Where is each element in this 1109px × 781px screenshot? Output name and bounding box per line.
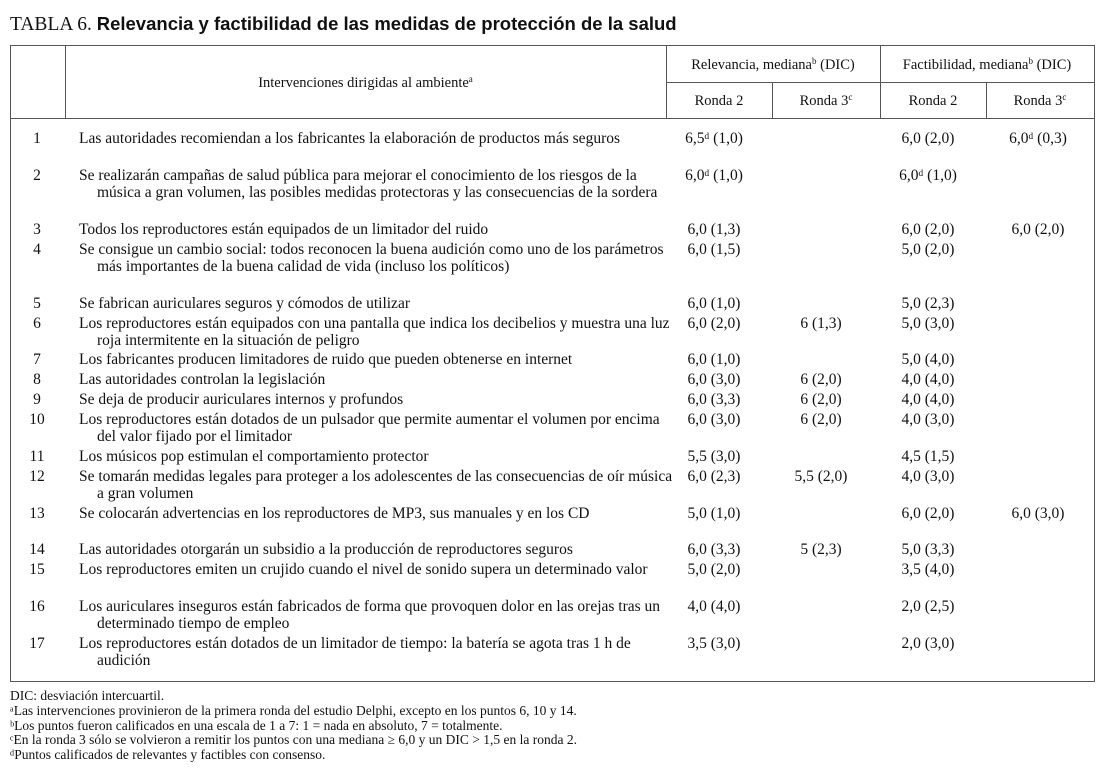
row-number: 10 xyxy=(29,411,45,428)
relevance-round3-value: 6 (2,0) xyxy=(800,411,842,428)
table-caption: Relevancia y factibilidad de las medidas de protección de la salud xyxy=(96,13,677,34)
relevance-round2-value: 6,0 (1,3) xyxy=(687,221,741,238)
relevance-round2-value: 6,0 (3,0) xyxy=(687,371,741,388)
feasibility-round2-value: 5,0 (2,3) xyxy=(901,295,955,312)
feasibility-round2-value: 6,0 (2,0) xyxy=(901,505,955,522)
feasibility-round2-value: 4,0 (4,0) xyxy=(901,371,955,388)
row-number: 4 xyxy=(33,241,41,258)
footnote: ᵇLos puntos fueron calificados en una escala de 1 a 7: 1 = nada en absoluto, 7 = totalmente. xyxy=(10,717,503,733)
row-number: 2 xyxy=(33,167,41,184)
relevance-round2-value: 6,0 (2,0) xyxy=(687,315,741,332)
row-intervention: Todos los reproductores están equipados de un limitador del ruido xyxy=(79,221,489,238)
row-intervention: Las autoridades otorgarán un subsidio a la producción de reproductores seguros xyxy=(79,541,573,558)
row-intervention: Se tomarán medidas legales para proteger a los adolescentes de las consecuencias de oír música a gran volumen xyxy=(79,468,673,502)
row-number: 15 xyxy=(29,561,45,578)
feasibility-round2-value: 2,0 (2,5) xyxy=(901,598,955,615)
row-number: 5 xyxy=(33,295,41,312)
relevance-round3-value: 6 (1,3) xyxy=(800,315,842,332)
row-number: 7 xyxy=(33,351,41,368)
feasibility-round2-value: 4,0 (3,0) xyxy=(901,468,955,485)
header-rule xyxy=(11,118,1094,119)
relevance-round2-value: 6,0 (1,0) xyxy=(687,295,741,312)
row-number: 16 xyxy=(29,598,45,615)
row-number: 1 xyxy=(33,130,41,147)
relevance-round3-value: 6 (2,0) xyxy=(800,371,842,388)
feasibility-round2-value: 5,0 (4,0) xyxy=(901,351,955,368)
row-number: 12 xyxy=(29,468,45,485)
feasibility-round2-value: 4,0 (4,0) xyxy=(901,391,955,408)
row-intervention: Las autoridades recomiendan a los fabricantes la elaboración de productos más seguros xyxy=(79,130,621,147)
row-number: 9 xyxy=(33,391,41,408)
feasibility-round2-value: 4,0 (3,0) xyxy=(901,411,955,428)
feasibility-round2-value: 3,5 (4,0) xyxy=(901,561,955,578)
footnote: ᵈPuntos calificados de relevantes y factibles con consenso. xyxy=(10,747,326,763)
feasibility-round2-value: 2,0 (3,0) xyxy=(901,635,955,652)
relevance-round2-value: 6,0 (2,3) xyxy=(687,468,741,485)
row-intervention: Se fabrican auriculares seguros y cómodos de utilizar xyxy=(79,295,410,312)
row-intervention: Las autoridades controlan la legislación xyxy=(79,371,326,388)
row-number: 13 xyxy=(29,505,45,522)
relevance-round2-value: 5,0 (2,0) xyxy=(687,561,741,578)
table-footnotes xyxy=(10,689,577,763)
row-intervention: Los auriculares inseguros están fabricados de forma que provoquen dolor en las orejas tras un determinado tiempo de empleo xyxy=(79,598,661,632)
row-number: 14 xyxy=(29,541,45,558)
header-relevance-round2: Ronda 2 xyxy=(694,93,744,109)
grid-line xyxy=(666,82,1095,83)
row-number: 8 xyxy=(33,371,41,388)
table-label: TABLA 6. xyxy=(10,14,92,35)
footnote: ᶜEn la ronda 3 sólo se volvieron a remitir los puntos con una mediana ≥ 6,0 y un DIC > 1,5 en la ronda 2. xyxy=(10,732,577,748)
row-intervention: Los reproductores están equipados con una pantalla que indica los decibelios y muestra una luz roja intermitente en la situación de peligro xyxy=(79,315,670,349)
feasibility-round3-value: 6,0 (2,0) xyxy=(1011,221,1065,238)
relevance-round2-value: 3,5 (3,0) xyxy=(687,635,741,652)
header-feasibility-round2: Ronda 2 xyxy=(908,93,958,109)
relevance-round2-value: 6,0 (1,0) xyxy=(687,351,741,368)
header-relevance-round3: Ronda 3$^c$ xyxy=(799,92,853,109)
footnote: ᵃLas intervenciones provinieron de la primera ronda del estudio Delphi, excepto en los puntos 6, 10 y 14. xyxy=(10,702,577,718)
relevance-round2-value: 6,0 (3,3) xyxy=(687,541,741,558)
header-interventions: Intervenciones dirigidas al ambiente$^a$ xyxy=(258,74,473,91)
row-intervention: Los reproductores están dotados de un limitador de tiempo: la batería se agota tras 1 h de audición xyxy=(79,635,631,669)
header-relevance: Relevancia, mediana$^b$ (DIC) xyxy=(691,56,855,73)
feasibility-round2-value: 6,0 (2,0) xyxy=(901,130,955,147)
feasibility-round3-value: 6,0 (3,0) xyxy=(1011,505,1065,522)
feasibility-round2-value: 5,0 (3,0) xyxy=(901,315,955,332)
relevance-round2-value: 4,0 (4,0) xyxy=(687,598,741,615)
row-intervention: Los reproductores emiten un crujido cuando el nivel de sonido supera un determinado valor xyxy=(79,561,648,578)
table-title xyxy=(10,12,677,37)
row-intervention: Se deja de producir auriculares internos y profundos xyxy=(79,391,404,408)
relevance-round3-value: 6 (2,0) xyxy=(800,391,842,408)
relevance-round3-value: 5,5 (2,0) xyxy=(794,468,848,485)
relevance-round3-value: 5 (2,3) xyxy=(800,541,842,558)
relevance-round2-value: 5,0 (1,0) xyxy=(687,505,741,522)
header-feasibility-round3: Ronda 3$^c$ xyxy=(1013,92,1067,109)
row-intervention: Se realizarán campañas de salud pública para mejorar el conocimiento de los riesgos de la música a gran volumen, las posibles medidas protectoras y las consecuencias de la sordera xyxy=(79,167,658,201)
header-feasibility: Factibilidad, mediana$^b$ (DIC) xyxy=(902,56,1072,73)
row-number: 17 xyxy=(29,635,45,652)
relevance-round2-value: 6,0 (1,5) xyxy=(687,241,741,258)
relevance-round2-value: 6,5ᵈ (1,0) xyxy=(685,130,743,147)
relevance-round2-value: 6,0 (3,3) xyxy=(687,391,741,408)
row-number: 11 xyxy=(29,448,45,465)
row-intervention: Se colocarán advertencias en los reproductores de MP3, sus manuales y en los CD xyxy=(79,505,590,522)
row-intervention: Se consigue un cambio social: todos reconocen la buena audición como uno de los parámetros más importantes de la buena calidad de vida (incluso los políticos) xyxy=(79,241,664,275)
feasibility-round2-value: 6,0 (2,0) xyxy=(901,221,955,238)
row-intervention: Los fabricantes producen limitadores de ruido que pueden obtenerse en internet xyxy=(79,351,573,368)
feasibility-round2-value: 4,5 (1,5) xyxy=(901,448,955,465)
feasibility-round2-value: 5,0 (2,0) xyxy=(901,241,955,258)
feasibility-round2-value: 6,0ᵈ (1,0) xyxy=(899,167,957,184)
row-number: 6 xyxy=(33,315,41,332)
feasibility-round3-value: 6,0ᵈ (0,3) xyxy=(1009,130,1067,147)
footnote: DIC: desviación intercuartil. xyxy=(10,688,165,703)
relevance-round2-value: 5,5 (3,0) xyxy=(687,448,741,465)
data-table xyxy=(10,45,1095,682)
feasibility-round2-value: 5,0 (3,3) xyxy=(901,541,955,558)
relevance-round2-value: 6,0 (3,0) xyxy=(687,411,741,428)
row-intervention: Los reproductores están dotados de un pulsador que permite aumentar el volumen por encima del valor fijado por el limitador xyxy=(79,411,660,445)
relevance-round2-value: 6,0ᵈ (1,0) xyxy=(685,167,743,184)
row-intervention: Los músicos pop estimulan el comportamiento protector xyxy=(79,448,429,465)
row-number: 3 xyxy=(33,221,41,238)
